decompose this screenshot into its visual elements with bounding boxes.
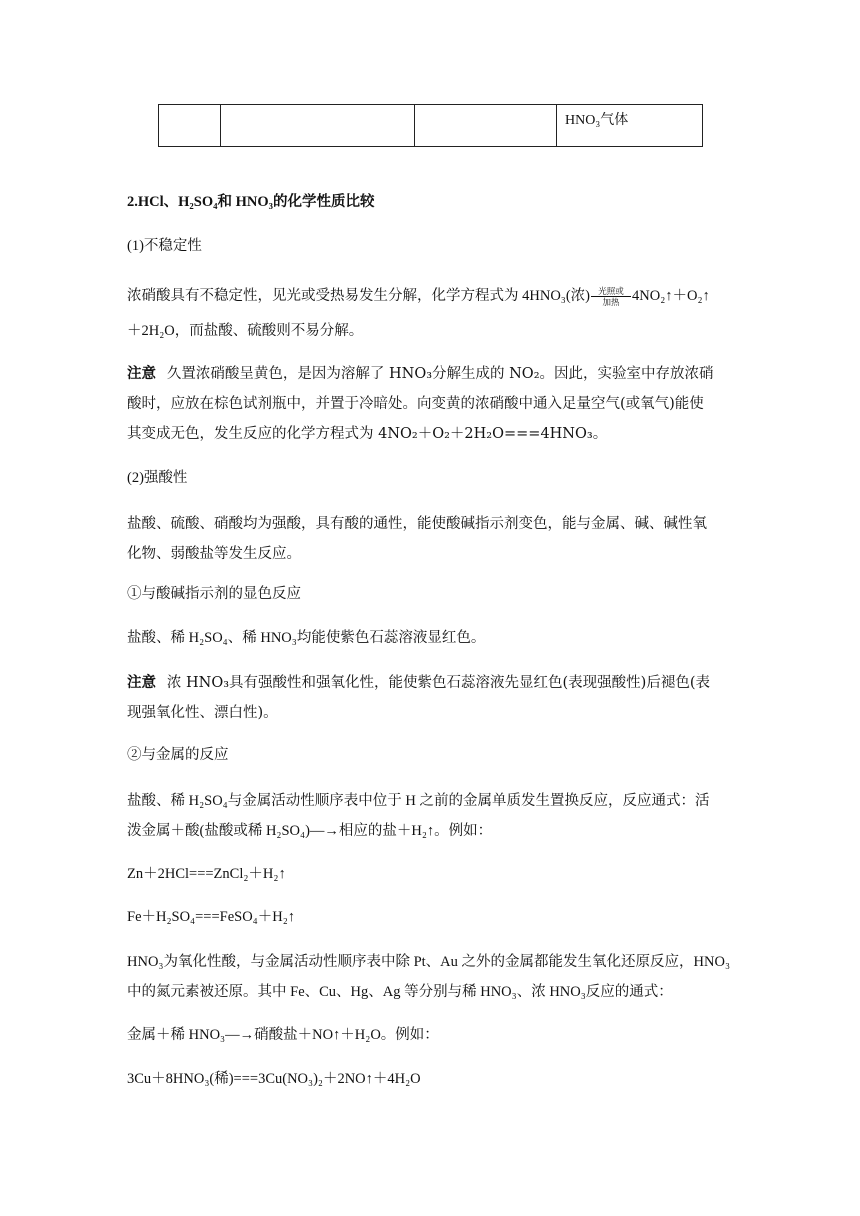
table-cell [159,105,221,147]
paragraph-instability-line2: ＋2H₂O，而盐酸、硫酸则不易分解。 [127,323,364,339]
note-line: 酸时，应放在棕色试剂瓶中，并置于冷暗处。向变黄的浓硝酸中通入足量空气(或氧气)能使 [127,396,704,412]
item-title-metals: ②与金属的反应 [127,747,229,763]
paragraph-instability-line1 [127,286,710,307]
note-label: 注意 [127,366,156,382]
paragraph-line: 盐酸、硫酸、硝酸均为强酸，具有酸的通性，能使酸碱指示剂变色，能与金属、碱、碱性氧 [127,516,707,532]
subsection-title-instability: (1)不稳定性 [127,238,202,254]
table-cell [415,105,557,147]
note-text: 久置浓硝酸呈黄色，是因为溶解了 HNO₃分解生成的 NO₂。因此，实验室中存放浓硝 [166,366,714,382]
paragraph-line: 中的氮元素被还原。其中 Fe、Cu、Hg、Ag 等分别与稀 HNO₃、浓 HNO₃反应的通式： [127,984,673,1000]
note-line: 现强氧化性、漂白性)。 [127,705,278,721]
paragraph-line: 金属＋稀 HNO₃―→硝酸盐＋NO↑＋H₂O。例如： [127,1027,439,1043]
note-label: 注意 [127,675,156,691]
table-row [159,105,703,147]
note-line: 其变成无色，发生反应的化学方程式为 4NO₂＋O₂＋2H₂O===4HNO₃。 [127,426,608,442]
table-cell: HNO₃气体 [557,105,703,147]
text-span: 4NO₂↑＋O₂↑ [632,288,710,304]
equation: Fe＋H₂SO₄===FeSO₄＋H₂↑ [127,909,296,925]
note-line [127,364,714,384]
comparison-table-fragment [158,104,703,147]
table-cell [221,105,415,147]
subsection-title-strong-acidity: (2)强酸性 [127,470,188,486]
note-text: 浓 HNO₃具有强酸性和强氧化性，能使紫色石蕊溶液先显红色(表现强酸性)后褪色(表 [166,675,710,691]
equation: 3Cu＋8HNO₃(稀)===3Cu(NO₃)₂＋2NO↑＋4H₂O [127,1071,421,1087]
paragraph-line: HNO₃为氧化性酸，与金属活动性顺序表中除 Pt、Au 之外的金属都能发生氧化还原反应，HNO₃ [127,954,731,970]
equation: Zn＋2HCl===ZnCl₂＋H₂↑ [127,866,286,882]
paragraph-line: 化物、弱酸盐等发生反应。 [127,546,301,562]
item-title-indicator: ①与酸碱指示剂的显色反应 [127,586,301,602]
note-line [127,673,710,693]
text-span: 浓硝酸具有不稳定性，见光或受热易发生分解，化学方程式为 4HNO₃(浓) [127,288,590,304]
condition-bottom: 加热 [602,297,620,308]
paragraph-line: 盐酸、稀 H₂SO₄、稀 HNO₃均能使紫色石蕊溶液显红色。 [127,630,486,646]
reaction-condition [591,286,631,307]
paragraph-line: 泼金属＋酸(盐酸或稀 H₂SO₄)―→相应的盐＋H₂↑。例如： [127,823,493,839]
condition-top: 光照或 [591,286,631,297]
section-heading: 2.HCl、H₂SO₄和 HNO₃的化学性质比较 [127,194,375,210]
paragraph-line: 盐酸、稀 H₂SO₄与金属活动性顺序表中位于 H 之前的金属单质发生置换反应，反应通式：活 [127,793,710,809]
